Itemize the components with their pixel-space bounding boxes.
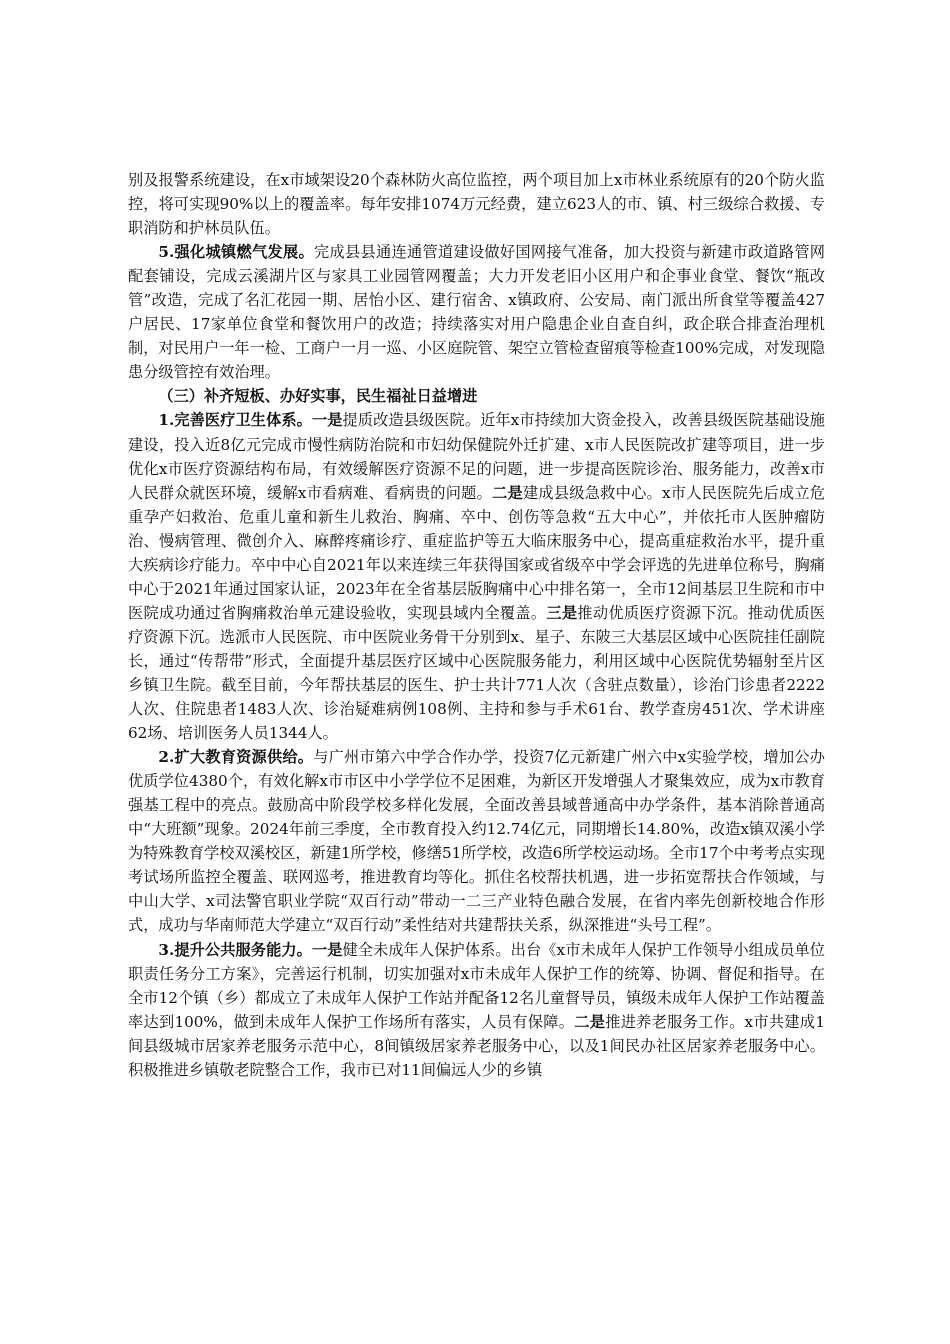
paragraph-lead: 3.提升公共服务能力。一是 [158,940,343,959]
paragraph-public-services [128,938,825,1082]
paragraph-education-resources [128,745,825,937]
paragraph-medical-system [128,408,825,745]
paragraph-lead: 5.强化城镇燃气发展。 [158,243,314,262]
paragraph-lead: 1.完善医疗卫生体系。一是 [158,411,343,430]
paragraph-text: 完成县县通连通管道建设做好国网接气准备，加大投资与新建市政道路管网配套铺设，完成云溪湖片区与家具工业园管网覆盖；大力开发老旧小区用户和企事业食堂、餐饮“瓶改管”改造，完成了名汇花园一期、居怡小区、建行宿舍、x镇政府、公安局、南门派出所食堂等覆盖427户居民、17家单位食堂和餐饮用户的改造；持续落实对用户隐患企业自查自纠，政企联合排查治理机制，对民用户一年一检、工商户一月一巡、小区庭院管、架空立管检查留痕等检查100%完成，对发现隐患分级管控有效治理。 [128,243,825,382]
paragraph-gas-development [128,240,825,384]
section-heading: （三）补齐短板、办好实事，民生福祉日益增进 [158,387,478,406]
paragraph-text: 推动优质医疗资源下沉。推动优质医疗资源下沉。选派市人民医院、市中医院业务骨干分别到x、星子、东陂三大基层区域中心医院挂任副院长，通过“传帮带”形式，全面提升基层医疗区域中心医院服务能力，利用区域中心医院优势辐射至片区乡镇卫生院。截至目前，今年帮扶基层的医生、护士共计771人次（含驻点数量），诊治门诊患者2222人次、住院患者1483人次、诊治疑难病例108例、主持和参与手术61台、教学查房451次、学术讲座62场、培训医务人员1344人。 [128,603,826,743]
paragraph-lead: 二是 [492,483,523,502]
paragraph-text: 别及报警系统建设，在x市域架设20个森林防火高位监控，两个项目加上x市林业系统原有的20个防火监控，将可实现90%以上的覆盖率。每年安排1074万元经费，建立623人的市、镇、村三级综合救援、专职消防和护林员队伍。 [128,171,825,238]
document-page [128,168,825,1082]
paragraph-lead: 2.扩大教育资源供给。 [158,748,314,767]
paragraph-text: 健全未成年人保护体系。出台《x市未成年人保护工作领导小组成员单位职责任务分工方案》，完善运行机制，切实加强对x市未成年人保护工作的统筹、协调、督促和指导。在全市12个镇（乡）都成立了未成年人保护工作站并配备12名儿童督导员，镇级未成年人保护工作站覆盖率达到100%，做到未成年人保护工作场所有落实，人员有保障。 [128,940,825,1031]
paragraph-lead: 二是 [574,1012,606,1031]
paragraph-text: 与广州市第六中学合作办学，投资7亿元新建广州六中x实验学校，增加公办优质学位4380个，有效化解x市市区中小学学位不足困难，为新区开发增强人才聚集效应，成为x市教育强基工程中的亮点。鼓励高中阶段学校多样化发展，全面改善县域普通高中办学条件，基本消除普通高中“大班额”现象。2024年前三季度，全市教育投入约12.74亿元，同期增长14.80%，改造x镇双溪小学为特殊教育学校双溪校区，新建1所学校，修缮51所学校，改造6所学校运动场。全市17个中考考点实现考试场所监控全覆盖、联网巡考，推进教育均等化。抓住名校帮扶机遇，进一步拓宽帮扶合作领域，与中山大学、x司法警官职业学院“双百行动”带动一二三产业特色融合发展，在省内率先创新校地合作形式，成功与华南师范大学建立“双百行动”柔性结对共建帮扶关系，纵深推进“头号工程”。 [128,748,825,935]
paragraph-text: 推进养老服务工作。x市共建成1间县级城市居家养老服务示范中心，8间镇级居家养老服务中心，以及1间民办社区居家养老服务中心。积极推进乡镇敬老院整合工作，我市已对11间偏远人少的乡镇 [128,1012,826,1079]
paragraph-text: 建成县级急救中心。x市人民医院先后成立危重孕产妇救治、危重儿童和新生儿救治、胸痛、卒中、创伤等急救“五大中心”，并依托市人医肿瘤防治、慢病管理、微创介入、麻醉疼痛诊疗、重症监护等五大临床服务中心，提高重症救治水平，提升重大疾病诊疗能力。卒中中心自2021年以来连续三年获得国家或省级卒中学会评选的先进单位称号，胸痛中心于2021年通过国家认证，2023年在全省基层版胸痛中心中排名第一，全市12间基层卫生院和市中医院成功通过省胸痛救治单元建设验收，实现县域内全覆盖。 [128,483,825,622]
paragraph-lead: 三是 [546,603,578,622]
paragraph-text: 提质改造县级医院。近年x市持续加大资金投入，改善县级医院基础设施建设，投入近8亿元完成市慢性病防治院和市妇幼保健院外迁扩建、x市人民医院改扩建等项目，进一步优化x市医疗资源结构布局，有效缓解医疗资源不足的问题，进一步提高医院诊治、服务能力，改善x市人民群众就医环境，缓解x市看病难、看病贵的问题。 [128,411,825,502]
paragraph-fire-monitoring [128,168,825,240]
